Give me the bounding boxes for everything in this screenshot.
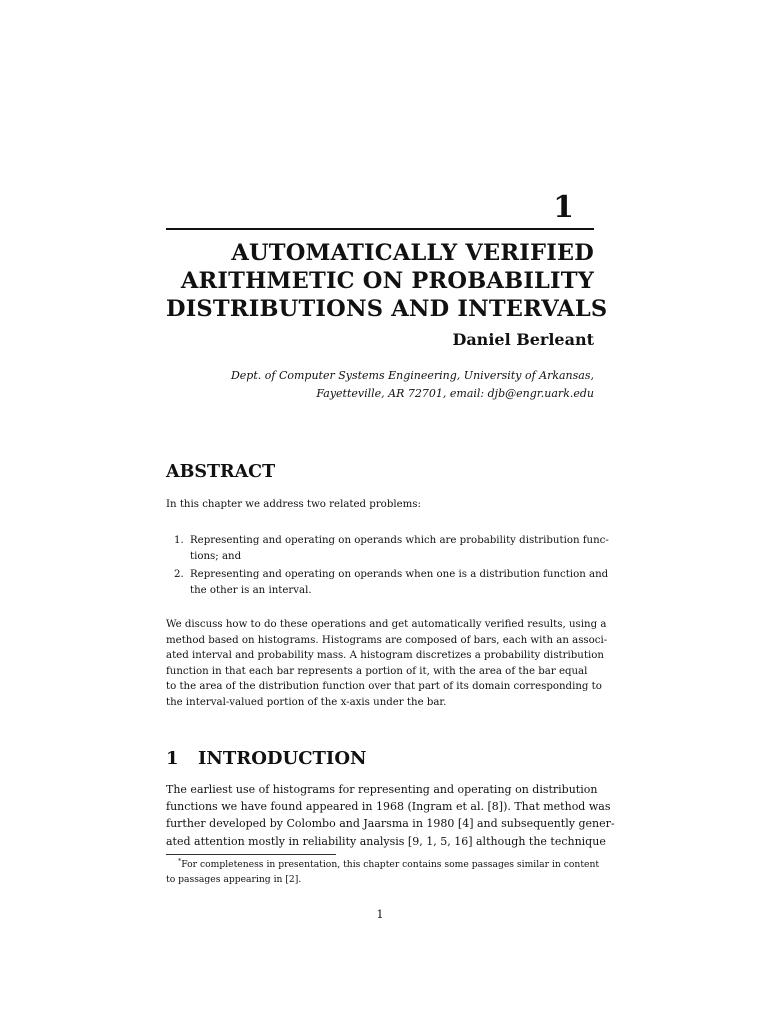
list-item-number: 2. xyxy=(174,569,184,580)
intro-line: ated attention mostly in reliability analysis [9, 1, 5, 16] although the technique xyxy=(166,834,606,848)
section-number: 1 xyxy=(166,748,179,769)
list-item-number: 1. xyxy=(174,535,184,546)
introduction-text xyxy=(166,781,615,850)
list-item-line: tions; and xyxy=(190,550,242,562)
affiliation-line: Fayetteville, AR 72701, email: djb@engr.uark.edu xyxy=(316,387,594,400)
abstract-paragraph xyxy=(166,617,608,710)
page-number: 1 xyxy=(376,908,384,921)
list-item-line: Representing and operating on operands which are probability distribution func- xyxy=(190,535,609,546)
abstract-heading: ABSTRACT xyxy=(166,462,276,482)
list-item xyxy=(166,533,609,564)
footnote-mark: * xyxy=(178,856,182,865)
paragraph-line: function in that each bar represents a portion of it, with the area of the bar equal xyxy=(166,665,588,677)
title-line: ARITHMETIC ON PROBABILITY xyxy=(180,268,594,294)
footnote-line xyxy=(166,856,600,872)
intro-line: functions we have found appeared in 1968 (Ingram et al. [8]). That method was xyxy=(166,800,611,814)
intro-line: further developed by Colombo and Jaarsma in 1980 [4] and subsequently gener- xyxy=(166,817,615,831)
footnote-rule xyxy=(166,854,336,855)
chapter-number: 1 xyxy=(553,190,574,225)
paragraph-line: We discuss how to do these operations and get automatically verified results, using a xyxy=(166,619,607,630)
list-item-line: the other is an interval. xyxy=(190,584,312,596)
intro-line: The earliest use of histograms for representing and operating on distribution xyxy=(166,783,598,796)
paragraph-line: to the area of the distribution function over that part of its domain corresponding to xyxy=(166,681,602,692)
title-line: AUTOMATICALLY VERIFIED xyxy=(231,240,594,266)
footnote xyxy=(166,856,600,887)
title-line: DISTRIBUTIONS AND INTERVALS xyxy=(166,296,608,322)
problem-list xyxy=(166,533,609,598)
chapter-title xyxy=(166,239,608,323)
affiliation-line: Dept. of Computer Systems Engineering, University of Arkansas, xyxy=(230,369,594,382)
paragraph-line: the interval-valued portion of the x-axis under the bar. xyxy=(166,696,447,708)
author-name: Daniel Berleant xyxy=(452,330,594,349)
paragraph-line: method based on histograms. Histograms are composed of bars, each with an associ- xyxy=(166,634,608,646)
footnote-line: to passages appearing in [2]. xyxy=(166,874,302,885)
section-title: INTRODUCTION xyxy=(198,748,367,769)
list-item-line: Representing and operating on operands when one is a distribution function and xyxy=(190,569,609,580)
abstract-intro: In this chapter we address two related problems: xyxy=(166,499,421,510)
footnote-text: For completeness in presentation, this chapter contains some passages similar in content xyxy=(181,859,600,870)
list-item xyxy=(166,567,609,598)
introduction-heading xyxy=(166,747,367,771)
affiliation xyxy=(166,367,594,403)
paragraph-line: ated interval and probability mass. A histogram discretizes a probability distribution xyxy=(166,650,604,661)
chapter-rule xyxy=(166,228,594,230)
